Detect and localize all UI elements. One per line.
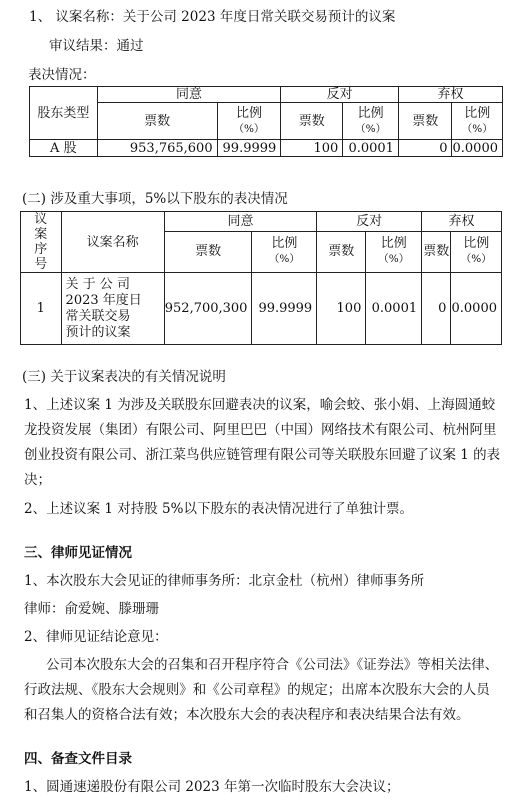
cell-agree-ratio: 99.9999 xyxy=(252,273,317,345)
header-ratio: 比例 （%） xyxy=(366,231,422,272)
result-text: 审议结果：通过 xyxy=(49,38,144,54)
cell-against-votes: 100 xyxy=(281,140,343,157)
cell-abstain-votes: 0 xyxy=(422,273,451,345)
header-votes: 票数 xyxy=(317,231,366,272)
cell-against-votes: 100 xyxy=(317,273,366,345)
section3-p1-line3: 创业投资有限公司、浙江菜鸟供应链管理有限公司等关联股东回避了议案 1 的表 xyxy=(24,447,501,463)
header-ratio: 比例 （%） xyxy=(451,231,502,272)
header-votes: 票数 xyxy=(422,231,451,272)
header-ratio: 比例 （%） xyxy=(252,231,317,272)
lawyer-title: 三、律师见证情况 xyxy=(24,545,132,561)
vote-label: 表决情况： xyxy=(28,67,96,83)
col-agree: 同意 xyxy=(164,212,316,232)
header-votes: 票数 xyxy=(164,231,252,272)
vote-table-2 xyxy=(20,211,502,345)
header-votes: 票数 xyxy=(97,103,217,140)
section3-title: (三) 关于议案表决的有关情况说明 xyxy=(22,369,226,385)
files-line1: 1、圆通速递股份有限公司 2023 年第一次临时股东大会决议； xyxy=(24,779,400,795)
col-proposal-name: 议案名称 xyxy=(61,212,164,273)
col-abstain: 弃权 xyxy=(398,87,502,103)
col-shareholder-type: 股东类型 xyxy=(30,87,98,140)
section3-p1-line1: 1、上述议案 1 为涉及关联股东回避表决的议案，喻会蛟、张小娟、上海圆通蛟 xyxy=(24,397,496,413)
col-proposal-no: 议案序号 xyxy=(21,212,62,273)
col-abstain: 弃权 xyxy=(422,212,502,232)
lawyer-line1: 1、本次股东大会见证的律师事务所：北京金杜（杭州）律师事务所 xyxy=(24,573,425,589)
lawyer-para-line3: 和召集人的资格合法有效；本次股东大会的表决程序和表决结果合法有效。 xyxy=(24,707,470,723)
header-votes: 票数 xyxy=(398,103,452,140)
header-ratio: 比例 （%） xyxy=(343,103,399,140)
cell-abstain-ratio: 0.0000 xyxy=(451,273,502,345)
col-against: 反对 xyxy=(317,212,422,232)
section2-title: (二) 涉及重大事项，5%以下股东的表决情况 xyxy=(22,191,288,207)
lawyer-line2: 律师：俞爱婉、滕珊珊 xyxy=(24,601,159,617)
cell-abstain-votes: 0 xyxy=(398,140,452,157)
cell-against-ratio: 0.0001 xyxy=(343,140,399,157)
item-title: 1、 议案名称：关于公司 2023 年度日常关联交易预计的议案 xyxy=(29,9,396,25)
table-row xyxy=(30,140,503,157)
section3-p1-line4: 决； xyxy=(24,472,51,488)
vote-table-1 xyxy=(29,86,503,157)
cell-abstain-ratio: 0.0000 xyxy=(452,140,503,157)
table-row xyxy=(21,273,502,345)
cell-type: A 股 xyxy=(30,140,98,157)
cell-name: 关 于 公 司 2023 年度日 常关联交易 预计的议案 xyxy=(61,273,164,345)
lawyer-line3: 2、律师见证结论意见： xyxy=(24,629,168,645)
cell-against-ratio: 0.0001 xyxy=(366,273,422,345)
section3-p1-line2: 龙投资发展（集团）有限公司、阿里巴巴（中国）网络技术有限公司、杭州阿里 xyxy=(24,422,497,438)
cell-no: 1 xyxy=(21,273,62,345)
section3-p2: 2、上述议案 1 对持股 5%以下股东的表决情况进行了单独计票。 xyxy=(24,501,413,517)
header-votes: 票数 xyxy=(281,103,343,140)
cell-agree-votes: 953,765,600 xyxy=(97,140,217,157)
cell-agree-votes: 952,700,300 xyxy=(164,273,252,345)
col-agree: 同意 xyxy=(97,87,281,103)
header-ratio: 比例 （%） xyxy=(217,103,281,140)
cell-agree-ratio: 99.9999 xyxy=(217,140,281,157)
col-against: 反对 xyxy=(281,87,399,103)
lawyer-para-line2: 行政法规、《股东大会规则》和《公司章程》的规定；出席本次股东大会的人员 xyxy=(24,682,490,698)
header-ratio: 比例 （%） xyxy=(452,103,503,140)
files-title: 四、备查文件目录 xyxy=(24,751,132,767)
lawyer-para-line1: 公司本次股东大会的召集和召开程序符合《公司法》《证券法》等相关法律、 xyxy=(46,657,499,673)
